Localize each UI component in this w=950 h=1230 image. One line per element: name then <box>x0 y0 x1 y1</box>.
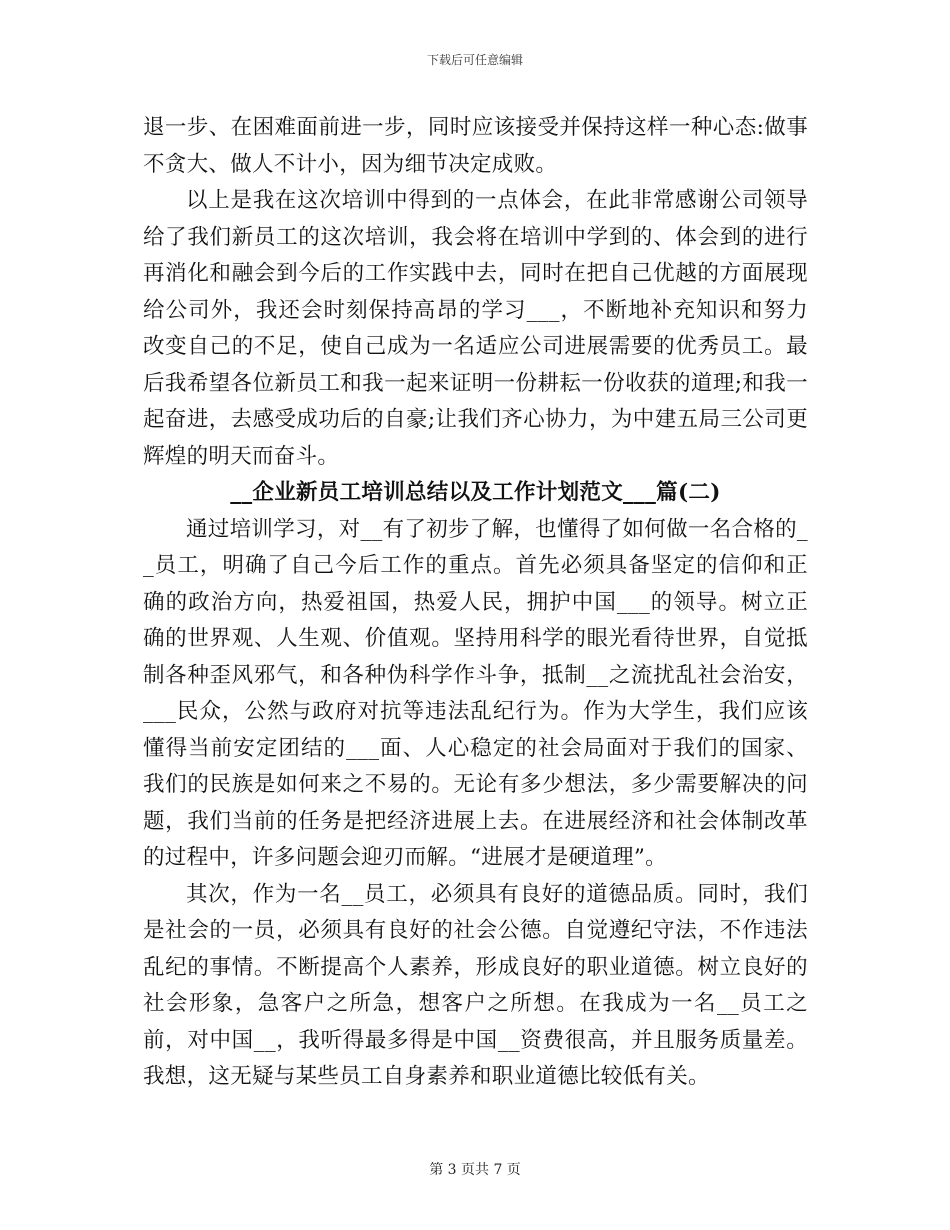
page-header: 下载后可任意编辑 <box>426 53 523 67</box>
paragraph-conclusion: 以上是我在这次培训中得到的一点体会，在此非常感谢公司领导给了我们新员工的这次培训，我会将在培训中学到的、体会到的进行再消化和融会到今后的工作实践中去，同时在把自己优越的方面展现给公司外，我还会时刻保持高昂的学习___，不断地补充知识和努力改变自己的不足，使自己成为一名适应公司进展需要的优秀员工。最后我希望各位新员工和我一起来证明一份耕耘一份收获的道理;和我一起奋进，去感受成功后的自豪;让我们齐心协力，为中建五局三公司更辉煌的明天而奋斗。 <box>143 188 808 469</box>
document-body <box>143 110 808 1096</box>
paragraph-moral-quality: 其次，作为一名__员工，必须具有良好的道德品质。同时，我们是社会的一员，必须具有良好的社会公德。自觉遵纪守法，不作违法乱纪的事情。不断提高个人素养，形成良好的职业道德。树立良好的社会形象，急客户之所急，想客户之所想。在我成为一名__员工之前，对中国__，我听得最多得是中国__资费很高，并且服务质量差。我想，这无疑与某些员工自身素养和职业道德比较低有关。 <box>143 881 808 1089</box>
section-title: __企业新员工培训总结以及工作计划范文___篇(二) <box>230 480 721 505</box>
paragraph-training-study: 通过培训学习，对__有了初步了解，也懂得了如何做一名合格的__员工，明确了自己今后工作的重点。首先必须具备坚定的信仰和正确的政治方向，热爱祖国，热爱人民，拥护中国___的领导。树立正确的世界观、人生观、价值观。坚持用科学的眼光看待世界，自觉抵制各种歪风邪气，和各种伪科学作斗争，抵制__之流扰乱社会治安，___民众，公然与政府对抗等违法乱纪行为。作为大学生，我们应该懂得当前安定团结的___面、人心稳定的社会局面对于我们的国家、我们的民族是如何来之不易的。无论有多少想法，多少需要解决的问题，我们当前的任务是把经济进展上去。在进展经济和社会体制改革的过程中，许多问题会迎刃而解。“进展才是硬道理”。 <box>143 516 808 870</box>
paragraph-continuation: 退一步、在困难面前进一步，同时应该接受并保持这样一种心态:做事不贪大、做人不计小，因为细节决定成败。 <box>143 115 808 177</box>
page-number: 第 3 页共 7 页 <box>429 1162 521 1178</box>
